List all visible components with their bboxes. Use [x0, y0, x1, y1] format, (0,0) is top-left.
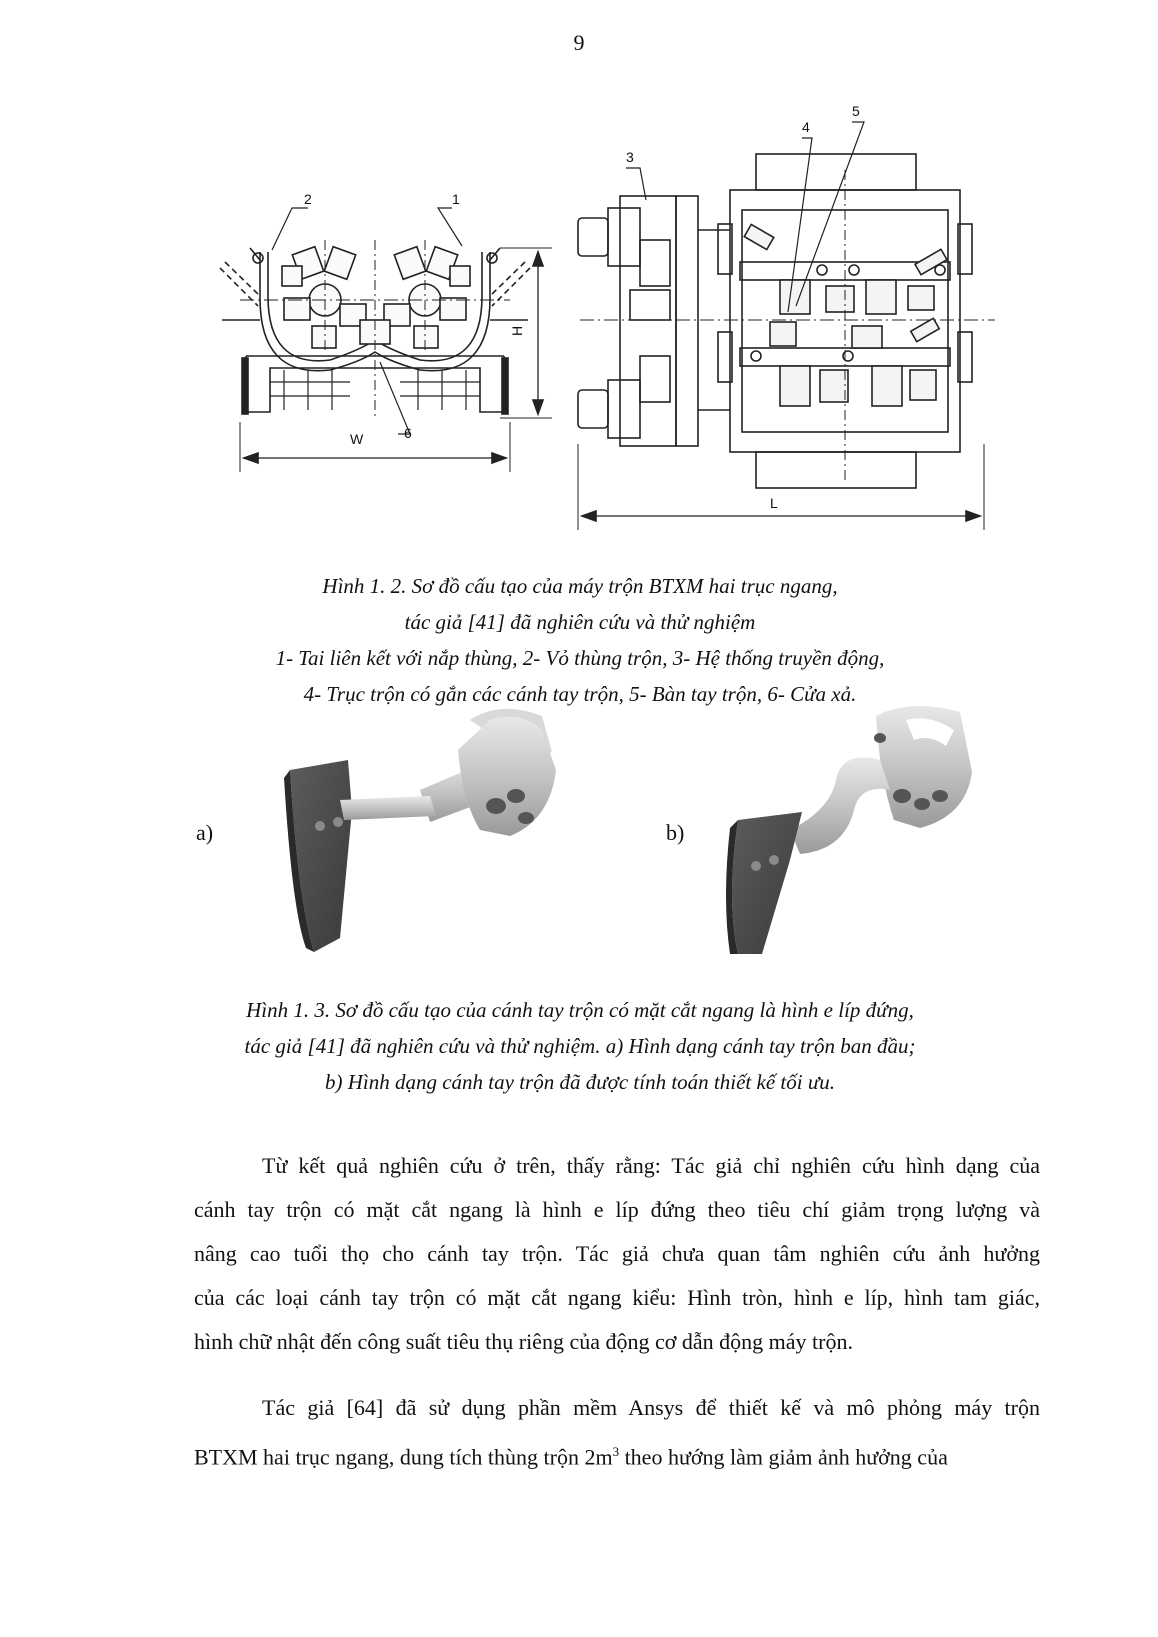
mixing-arm-figure [190, 700, 1020, 970]
dimension-w: W [350, 431, 364, 447]
callout-2: 2 [304, 191, 312, 207]
dimension-h: H [509, 325, 525, 336]
caption-line: tác giả [41] đã nghiên cứu và thử nghiệm. a) Hình dạng cánh tay trộn ban đầu; [244, 1034, 916, 1058]
body-paragraph-1 [194, 1144, 1040, 1364]
mixer-schematic-figure [200, 100, 1040, 540]
callout-6: 6 [404, 425, 412, 441]
caption-line: Hình 1. 2. Sơ đồ cấu tạo của máy trộn BTXM hai trục ngang, [322, 574, 838, 598]
figure-1-2-caption [100, 568, 1060, 712]
superscript: 3 [612, 1444, 620, 1459]
paragraph-line: Tác giả [64] đã sử dụng phần mềm Ansys để thiết kế và mô phỏng máy trộn [262, 1395, 1040, 1420]
dimension-l: L [770, 495, 778, 511]
sub-label-b: b) [666, 820, 685, 845]
mixing-arm-b [726, 706, 972, 954]
caption-line: b) Hình dạng cánh tay trộn đã được tính toán thiết kế tối ưu. [324, 1070, 836, 1094]
paragraph-line: cánh tay trộn có mặt cắt ngang là hình e líp đứng theo tiêu chí giảm trọng lượng và [194, 1197, 1040, 1222]
figure-1-3-caption [100, 992, 1060, 1100]
caption-line: Hình 1. 3. Sơ đồ cấu tạo của cánh tay trộn có mặt cắt ngang là hình e líp đứng, [246, 998, 914, 1022]
paragraph-line: Từ kết quả nghiên cứu ở trên, thấy rằng: Tác giả chỉ nghiên cứu hình dạng của [262, 1153, 1040, 1178]
caption-line: tác giả [41] đã nghiên cứu và thử nghiệm [404, 610, 756, 634]
paragraph-line: hình chữ nhật đến công suất tiêu thụ riêng của động cơ dẫn động máy trộn. [194, 1329, 853, 1354]
paragraph-line [194, 1430, 1040, 1479]
paragraph-text: BTXM hai trục ngang, dung tích thùng trộn 2m [194, 1444, 613, 1470]
caption-line: 4- Trục trộn có gắn các cánh tay trộn, 5- Bàn tay trộn, 6- Cửa xả. [303, 682, 857, 706]
callout-4: 4 [802, 119, 810, 135]
callout-3: 3 [626, 149, 634, 165]
mixing-arm-a [284, 709, 556, 952]
callout-1: 1 [452, 191, 460, 207]
paragraph-line: nâng cao tuổi thọ cho cánh tay trộn. Tác giả chưa quan tâm nghiên cứu ảnh hưởng [194, 1241, 1040, 1266]
paragraph-text: theo hướng làm giảm ảnh hưởng của [619, 1444, 948, 1470]
sub-label-a: a) [196, 820, 214, 845]
front-view [220, 208, 552, 472]
caption-line: 1- Tai liên kết với nắp thùng, 2- Vỏ thùng trộn, 3- Hệ thống truyền động, [275, 646, 885, 670]
callout-5: 5 [852, 103, 860, 119]
page-number: 9 [573, 30, 585, 55]
paragraph-line: của các loại cánh tay trộn có mặt cắt ngang kiểu: Hình tròn, hình e líp, hình tam giác, [194, 1285, 1040, 1310]
top-view [578, 122, 995, 530]
body-paragraph-2 [194, 1386, 1040, 1479]
